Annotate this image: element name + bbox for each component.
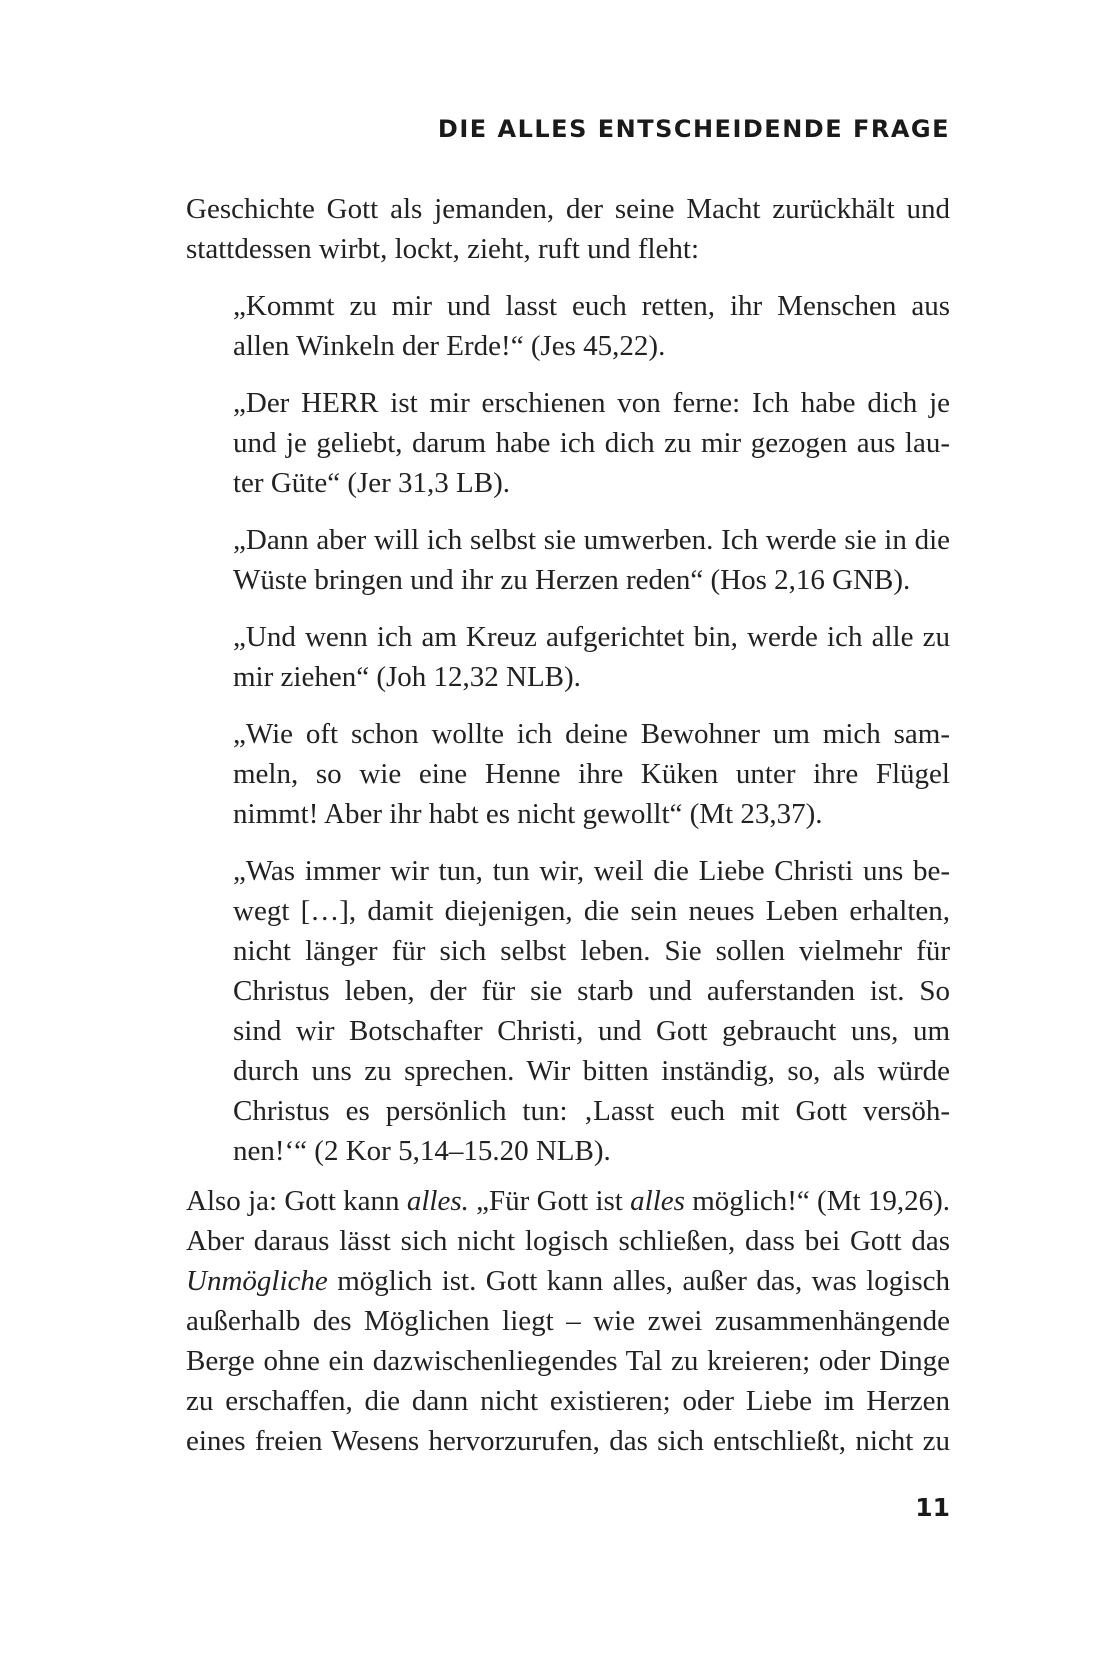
page-number: 11	[915, 1493, 950, 1522]
quote-jer-31-3	[233, 383, 950, 503]
text-line: nicht länger für sich selbst leben. Sie sollen vielmehr für	[233, 935, 950, 967]
text-run: Also ja: Gott kann	[186, 1185, 407, 1217]
text-line	[186, 1181, 950, 1221]
text-line: „Der HERR ist mir erschienen von ferne: Ich habe dich je	[233, 387, 950, 419]
quote-jes-45-22	[233, 286, 950, 366]
text-line: und je geliebt, darum habe ich dich zu mir gezogen aus lau-	[233, 427, 950, 459]
text-line: „Was immer wir tun, tun wir, weil die Liebe Christi uns be-	[233, 855, 950, 887]
intro-paragraph	[186, 189, 950, 269]
text-line: meln, so wie eine Henne ihre Küken unter ihre Flügel	[233, 758, 950, 790]
text-line: Berge ohne ein dazwischenliegendes Tal zu kreieren; oder Dinge	[186, 1345, 950, 1377]
emphasis: Unmögliche	[186, 1265, 328, 1297]
text-line	[186, 1261, 950, 1301]
text-line: wegt […], damit diejenigen, die sein neues Leben erhalten,	[233, 895, 950, 927]
text-line: Aber daraus lässt sich nicht logisch schließen, dass bei Gott das	[186, 1225, 950, 1257]
quote-hos-2-16	[233, 520, 950, 600]
text-line: zu erschaffen, die dann nicht existieren; oder Liebe im Herzen	[186, 1385, 950, 1417]
text-run: „Für Gott ist	[468, 1185, 631, 1217]
text-line: stattdessen wirbt, lockt, zieht, ruft und fleht:	[186, 233, 700, 265]
text-line: „Und wenn ich am Kreuz aufgerichtet bin, werde ich alle zu	[233, 621, 950, 653]
text-line: nen!‘“ (2 Kor 5,14–15.20 NLB).	[233, 1135, 611, 1167]
quote-mt-23-37	[233, 714, 950, 834]
closing-paragraph	[186, 1181, 950, 1461]
text-line: eines freien Wesens hervorzurufen, das sich entschließt, nicht zu	[186, 1425, 950, 1457]
text-run: möglich ist. Gott kann alles, außer das, was logisch	[327, 1265, 950, 1297]
quote-joh-12-32	[233, 617, 950, 697]
text-line: allen Winkeln der Erde!“ (Jes 45,22).	[233, 330, 666, 362]
running-head: DIE ALLES ENTSCHEIDENDE FRAGE	[437, 115, 950, 143]
body-text	[186, 189, 950, 1461]
text-line: „Wie oft schon wollte ich deine Bewohner um mich sam-	[233, 718, 950, 750]
quote-2-kor-5-14	[233, 851, 950, 1171]
text-line: ter Güte“ (Jer 31,3 LB).	[233, 467, 511, 499]
text-line: mir ziehen“ (Joh 12,32 NLB).	[233, 661, 581, 693]
text-line: „Kommt zu mir und lasst euch retten, ihr Menschen aus	[233, 290, 950, 322]
text-line: Geschichte Gott als jemanden, der seine Macht zurückhält und	[186, 193, 950, 225]
text-line: nimmt! Aber ihr habt es nicht gewollt“ (Mt 23,37).	[233, 798, 823, 830]
emphasis: alles	[630, 1185, 685, 1217]
text-line: außerhalb des Möglichen liegt – wie zwei zusammenhängende	[186, 1305, 950, 1337]
text-line: Wüste bringen und ihr zu Herzen reden“ (Hos 2,16 GNB).	[233, 564, 911, 596]
text-line: durch uns zu sprechen. Wir bitten inständig, so, als würde	[233, 1055, 950, 1087]
text-line: sind wir Botschafter Christi, und Gott gebraucht uns, um	[233, 1015, 950, 1047]
text-line: Christus leben, der für sie starb und auferstanden ist. So	[233, 975, 950, 1007]
text-run: möglich!“ (Mt 19,26).	[684, 1185, 951, 1217]
text-line: Christus es persönlich tun: ‚Lasst euch mit Gott versöh-	[233, 1095, 950, 1127]
emphasis: alles.	[406, 1185, 469, 1217]
text-line: „Dann aber will ich selbst sie umwerben. Ich werde sie in die	[233, 524, 950, 556]
